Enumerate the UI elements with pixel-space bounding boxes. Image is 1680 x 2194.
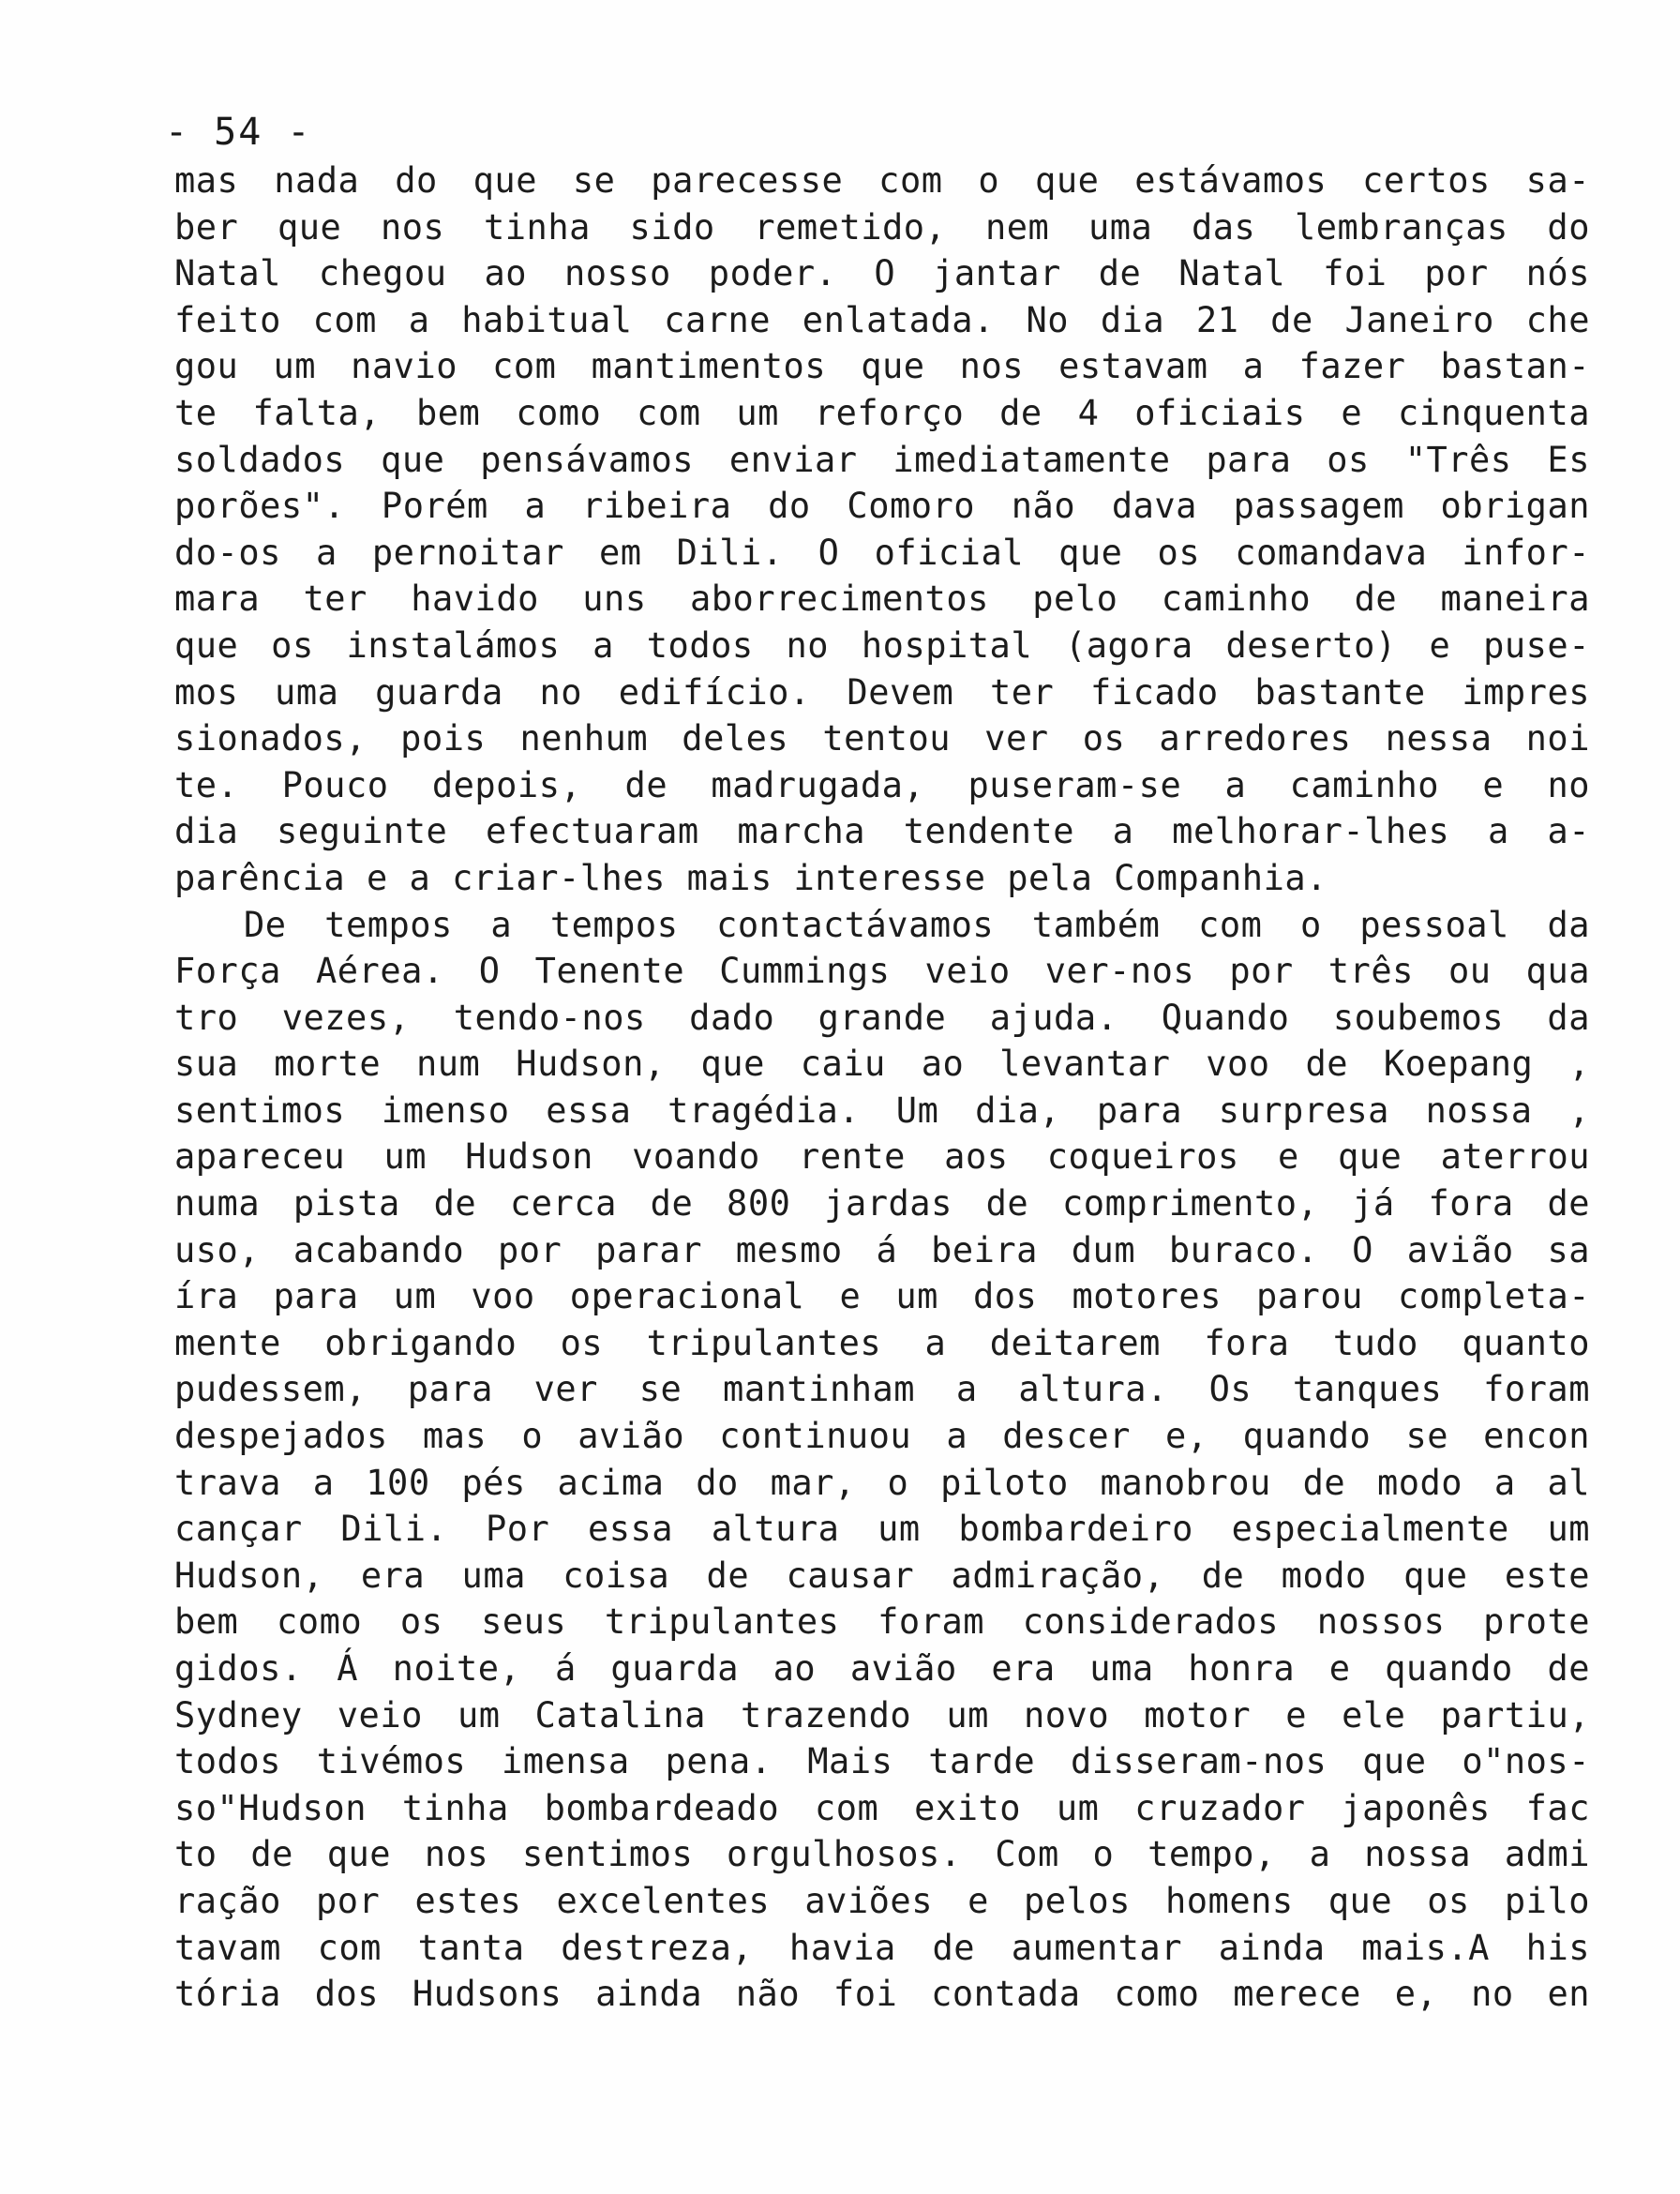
text-line: tória dos Hudsons ainda não foi contada como merece e, no en xyxy=(174,1974,1590,2015)
text-line: mente obrigando os tripulantes a deitarem fora tudo quanto xyxy=(174,1322,1590,1363)
text-line: dia seguinte efectuaram marcha tendente a melhorar-lhes a a- xyxy=(174,811,1590,852)
text-line: numa pista de cerca de 800 jardas de comprimento, já fora de xyxy=(174,1183,1590,1225)
text-line: ração por estes excelentes aviões e pelos homens que os pilo xyxy=(174,1880,1590,1921)
text-line: que os instalámos a todos no hospital (agora deserto) e puse- xyxy=(174,624,1590,666)
text-line: parência e a criar-lhes mais interesse pela Companhia. xyxy=(174,857,1328,898)
text-line: íra para um voo operacional e um dos motores parou completa- xyxy=(174,1276,1590,1317)
text-line: soldados que pensávamos enviar imediatamente para os "Três Es xyxy=(174,439,1590,480)
text-line: Sydney veio um Catalina trazendo um novo motor e ele partiu, xyxy=(174,1694,1590,1736)
text-line: mos uma guarda no edifício. Devem ter ficado bastante impres xyxy=(174,671,1590,713)
text-line: pudessem, para ver se mantinham a altura. Os tanques foram xyxy=(174,1369,1590,1410)
text-line: feito com a habitual carne enlatada. No dia 21 de Janeiro che xyxy=(174,299,1590,340)
text-line: Força Aérea. O Tenente Cummings veio ver-nos por três ou qua xyxy=(174,951,1590,992)
text-line: so"Hudson tinha bombardeado com exito um cruzador japonês fac xyxy=(174,1787,1590,1828)
page-number: - 54 - xyxy=(165,111,312,154)
text-line: apareceu um Hudson voando rente aos coqueiros e que aterrou xyxy=(174,1136,1590,1178)
text-line: sua morte num Hudson, que caiu ao levantar voo de Koepang , xyxy=(174,1044,1590,1085)
text-line: De tempos a tempos contactávamos também com o pessoal da xyxy=(244,904,1590,945)
text-line: Natal chegou ao nosso poder. O jantar de Natal foi por nós xyxy=(174,253,1590,294)
text-line: sionados, pois nenhum deles tentou ver os arredores nessa noi xyxy=(174,718,1590,759)
text-line: uso, acabando por parar mesmo á beira dum buraco. O avião sa xyxy=(174,1229,1590,1270)
text-line: gidos. Á noite, á guarda ao avião era uma honra e quando de xyxy=(174,1648,1590,1689)
text-line: bem como os seus tripulantes foram considerados nossos prote xyxy=(174,1601,1590,1643)
text-line: mara ter havido uns aborrecimentos pelo caminho de maneira xyxy=(174,579,1590,620)
text-line: sentimos imenso essa tragédia. Um dia, para surpresa nossa , xyxy=(174,1089,1590,1131)
text-line: cançar Dili. Por essa altura um bombardeiro especialmente um xyxy=(174,1509,1590,1550)
text-line: tavam com tanta destreza, havia de aumentar ainda mais.A his xyxy=(174,1927,1590,1968)
text-line: te falta, bem como com um reforço de 4 oficiais e cinquenta xyxy=(174,392,1590,433)
text-line: te. Pouco depois, de madrugada, puseram-se a caminho e no xyxy=(174,764,1590,805)
text-line: porões". Porém a ribeira do Comoro não dava passagem obrigan xyxy=(174,486,1590,527)
text-line: trava a 100 pés acima do mar, o piloto manobrou de modo a al xyxy=(174,1462,1590,1503)
text-line: do-os a pernoitar em Dili. O oficial que os comandava infor- xyxy=(174,532,1590,573)
text-line: Hudson, era uma coisa de causar admiração, de modo que este xyxy=(174,1555,1590,1596)
text-line: to de que nos sentimos orgulhosos. Com o tempo, a nossa admi xyxy=(174,1834,1590,1875)
text-line: tro vezes, tendo-nos dado grande ajuda. Quando soubemos da xyxy=(174,997,1590,1038)
body-text xyxy=(174,158,1590,2018)
text-line: ber que nos tinha sido remetido, nem uma das lembranças do xyxy=(174,206,1590,248)
text-line: mas nada do que se parecesse com o que estávamos certos sa- xyxy=(174,160,1590,201)
text-line: despejados mas o avião continuou a descer e, quando se encon xyxy=(174,1416,1590,1457)
text-line: gou um navio com mantimentos que nos estavam a fazer bastan- xyxy=(174,346,1590,387)
text-line: todos tivémos imensa pena. Mais tarde disseram-nos que o"nos- xyxy=(174,1741,1590,1782)
